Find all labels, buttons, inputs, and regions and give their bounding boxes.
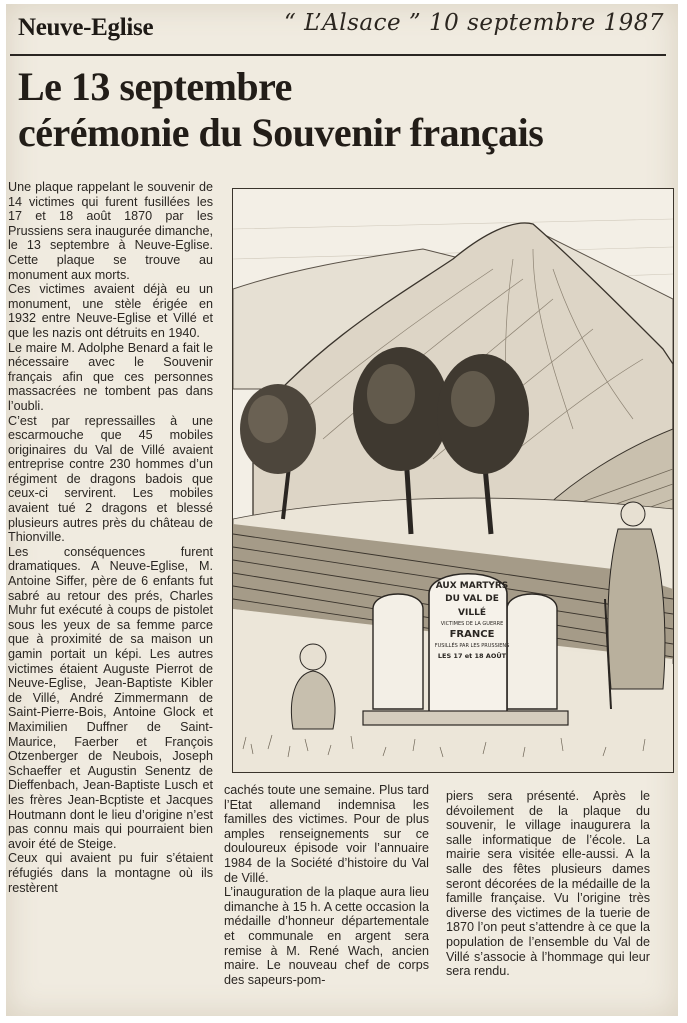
headline-line-1: Le 13 septembre — [18, 64, 292, 109]
article-headline — [18, 64, 658, 156]
headline-line-2: cérémonie du Souvenir français — [18, 110, 544, 155]
handwritten-source-note: “ L’Alsace ” 10 septembre 1987 — [284, 10, 665, 36]
stone-line: FRANCE — [449, 629, 495, 640]
stone-line: VICTIMES DE LA GUERRE — [440, 621, 504, 627]
header-rule — [10, 54, 666, 56]
paragraph: Ces victimes avaient déjà eu un monument, une stèle érigée en 1932 entre Neuve-Eglise et Villé et que les nazis ont détruits en 1940. — [8, 282, 213, 340]
stone-line: AUX MARTYRS — [435, 581, 509, 591]
paragraph: cachés toute une semaine. Plus tard l’Etat allemand indemnisa les familles des victimes. Pour de plus amples renseignements sur ce douloureux épisode voir l’annuaire 1984 de la Société d’histoire du Val de Villé. — [224, 783, 429, 885]
stone-line: FUSILLÉS PAR LES PRUSSIENS — [434, 643, 510, 649]
paragraph: piers sera présenté. Après le dévoilement de la plaque du souvenir, le village inaugurera la salle informatique de l’école. La mairie sera visitée elle-aussi. A la salle des fêtes plusieurs dames seront décorées de la médaille de la famille française. Vu l’origine très diverse des victimes de la tuerie de 1870 l’on peut s’attendre à ce que la population de l’ensemble du Val de Villé s’associe à l’hommage qui leur sera rendu. — [446, 789, 650, 979]
article-column-2 — [224, 783, 429, 987]
memorial-illustration — [232, 188, 674, 773]
article-column-3 — [446, 789, 650, 979]
clipping-header — [12, 8, 672, 48]
stone-line: DU VAL DE VILLÉ — [445, 594, 499, 618]
paragraph: Une plaque rappelant le souvenir de 14 victimes qui furent fusillées les 17 et 18 août 1870 par les Prussiens sera inaugurée dimanche, le 13 septembre à Neuve-Eglise. Cette plaque se trouve au monument aux morts. — [8, 180, 213, 282]
paragraph: L’inauguration de la plaque aura lieu dimanche à 15 h. A cette occasion la médaille d’honneur départementale et communale en argent sera remise à M. René Wach, ancien maire. Le nouveau chef de corps des sapeurs-pom- — [224, 885, 429, 987]
section-rubric: Neuve-Eglise — [18, 14, 154, 41]
paragraph: Le maire M. Adolphe Benard a fait le nécessaire avec le Souvenir français afin que ces personnes massacrées ne tombent pas dans l’oubli. — [8, 340, 213, 413]
paragraph: Ceux qui avaient pu fuir s’étaient réfugiés dans la montagne où ils restèrent — [8, 851, 213, 895]
landscape-drawing — [233, 189, 673, 772]
stone-line: LES 17 et 18 AOÛT — [437, 652, 507, 660]
paragraph: Les conséquences furent dramatiques. A Neuve-Eglise, M. Antoine Siffer, père de 6 enfants fut sabré au retour des prés, Charles Muhr fut exécuté à coups de pistolet sous les yeux de sa femme parce que à proximité de sa maison un gamin portait un képi. Les autres victimes étaient Auguste Pierrot de Neuve-Eglise, Jean-Baptiste Kibler de Villé, André Zimmermann de Saint-Pierre-Bois, Antoine Glock et Maximilien Duffner de Saint-Maurice, Faerber et François Otzenberger de Neubois, Joseph Schaeffer et Augustin Senentz de Dieffenbach, Jean-Baptiste Lusch et les frères Jean-Bcptiste et Jacques Houtmann dont le lieu d’origine n’est pas connu mais qui pourraient bien avoir été de Steige. — [8, 544, 213, 851]
article-column-1 — [8, 180, 213, 895]
paragraph: C’est par repressailles à une escarmouche que 45 mobiles originaires du Val de Villé avaient entreprise contre 230 hommes d’un régiment de dragons badois que ceux-ci servirent. Les mobiles avaient tué 2 dragons et blessé plusieurs autres près du château de Thionville. — [8, 413, 213, 545]
memorial-stone-inscription — [434, 580, 510, 662]
